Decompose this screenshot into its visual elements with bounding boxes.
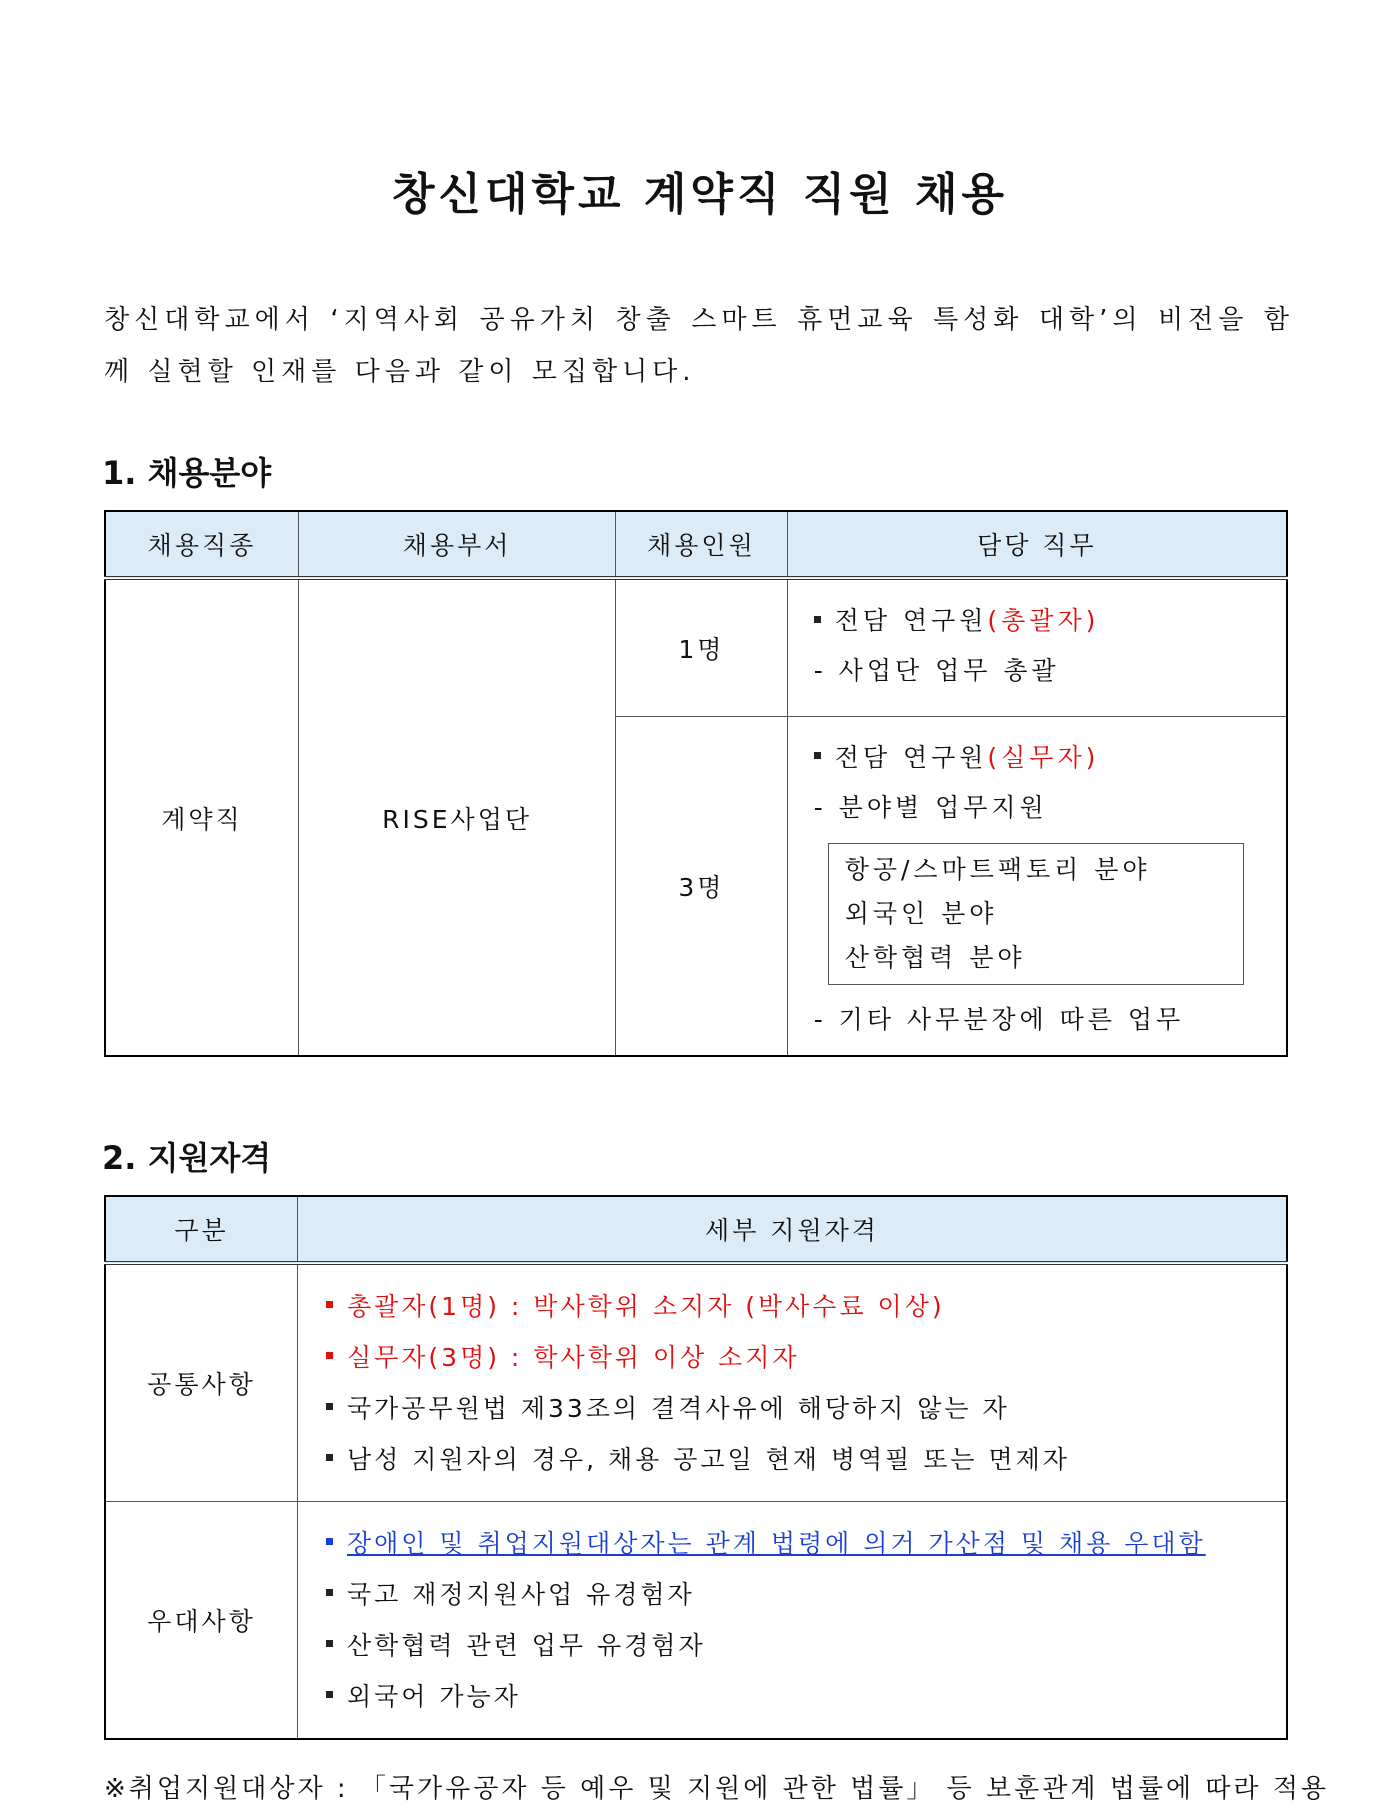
list-item: 총괄자(1명) : 박사학위 소지자 (박사수료 이상) <box>326 1281 1258 1332</box>
square-bullet-icon <box>326 1454 333 1461</box>
header-duties: 담당 직무 <box>787 511 1287 578</box>
square-bullet-icon <box>814 616 821 623</box>
header-department: 채용부서 <box>298 511 615 578</box>
role-highlight: (실무자) <box>987 742 1100 772</box>
table-row <box>105 1501 1287 1739</box>
job-type-cell: 계약직 <box>105 578 298 1056</box>
headcount-cell: 1명 <box>616 578 788 716</box>
duty-cell <box>787 716 1287 1056</box>
department-cell: RISE사업단 <box>298 578 615 1056</box>
list-item: 외국어 가능자 <box>326 1671 1258 1722</box>
headcount-cell: 3명 <box>616 716 788 1056</box>
list-item: 항공/스마트팩토리 분야 <box>844 854 1151 884</box>
list-item: 국가공무원법 제33조의 결격사유에 해당하지 않는 자 <box>326 1383 1258 1434</box>
header-qualification-detail: 세부 지원자격 <box>297 1196 1287 1263</box>
square-bullet-icon <box>326 1538 333 1545</box>
list-item: 국고 재정지원사업 유경험자 <box>326 1569 1258 1620</box>
duty-title: 전담 연구원(실무자) <box>814 733 1260 783</box>
table-header-row <box>105 1196 1287 1263</box>
header-job-type: 채용직종 <box>105 511 298 578</box>
list-item: 실무자(3명) : 학사학위 이상 소지자 <box>326 1332 1258 1383</box>
list-item: 산학협력 관련 업무 유경험자 <box>326 1620 1258 1671</box>
header-headcount: 채용인원 <box>616 511 788 578</box>
preferred-qualifications-cell <box>297 1501 1287 1739</box>
page-title: 창신대학교 계약직 직원 채용 <box>391 169 1008 220</box>
role-highlight: (총괄자) <box>987 606 1100 635</box>
preferred-link-text: 장애인 및 취업지원대상자는 관계 법령에 의거 가산점 및 채용 우대함 <box>346 1528 1206 1558</box>
square-bullet-icon <box>814 752 821 759</box>
table-header-row <box>105 511 1287 578</box>
table-row <box>105 578 1287 716</box>
square-bullet-icon <box>326 1352 333 1359</box>
list-item: 남성 지원자의 경우, 채용 공고일 현재 병역필 또는 면제자 <box>326 1434 1258 1485</box>
qualification-table <box>104 1195 1288 1740</box>
preferred-label-cell: 우대사항 <box>105 1501 297 1739</box>
duty-detail: - 사업단 업무 총괄 <box>813 656 1060 685</box>
duty-detail: - 분야별 업무지원 <box>813 792 1048 822</box>
intro-paragraph: 창신대학교에서 ‘지역사회 공유가치 창출 스마트 휴먼교육 특성화 대학’의 비전을 함께 실현할 인재를 다음과 같이 모집합니다. <box>104 305 1294 387</box>
duty-other: - 기타 사무분장에 따른 업무 <box>813 1004 1185 1034</box>
square-bullet-icon <box>326 1640 333 1647</box>
square-bullet-icon <box>326 1301 333 1308</box>
footnote: ※취업지원대상자 : 「국가유공자 등 예우 및 지원에 관한 법률」 등 보훈관계 법률에 따라 적용 <box>104 1774 1330 1804</box>
duty-title: 전담 연구원(총괄자) <box>814 596 1260 646</box>
list-item: 산학협력 분야 <box>844 942 1026 972</box>
duty-cell <box>787 578 1287 716</box>
table-row <box>105 1263 1287 1501</box>
header-category: 구분 <box>105 1196 297 1263</box>
list-item <box>326 1518 1258 1569</box>
square-bullet-icon <box>326 1403 333 1410</box>
common-label-cell: 공통사항 <box>105 1263 297 1501</box>
section-heading-recruitment-field: 1. 채용분야 <box>102 454 272 492</box>
common-qualifications-cell <box>297 1263 1287 1501</box>
square-bullet-icon <box>326 1589 333 1596</box>
field-list-box <box>828 843 1244 985</box>
square-bullet-icon <box>326 1691 333 1698</box>
recruitment-field-table <box>104 510 1288 1057</box>
section-heading-qualifications: 2. 지원자격 <box>102 1139 272 1177</box>
list-item: 외국인 분야 <box>844 898 998 928</box>
